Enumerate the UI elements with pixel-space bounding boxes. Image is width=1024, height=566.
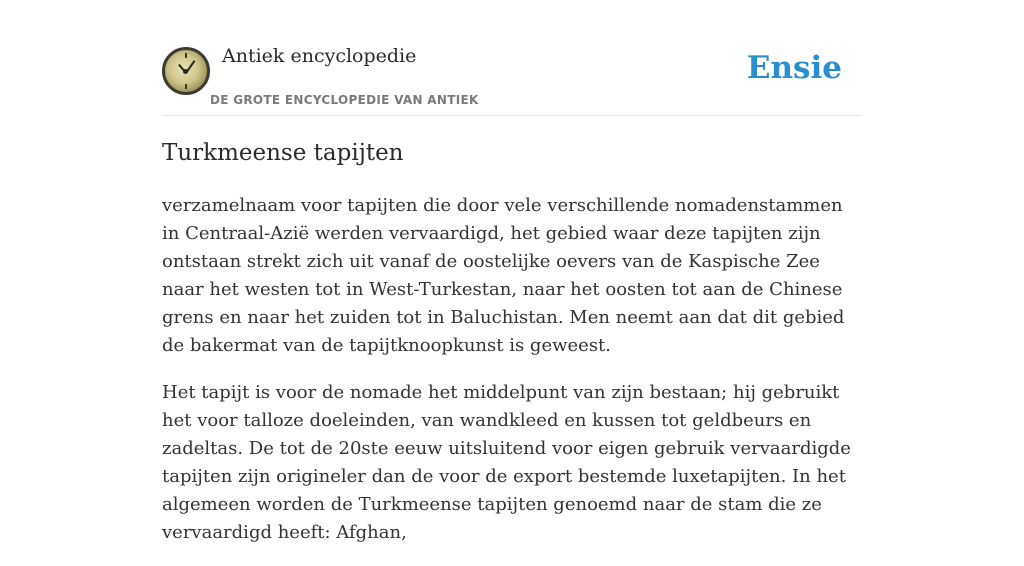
page-title: Turkmeense tapijten <box>162 140 404 166</box>
site-name-link[interactable]: Antiek encyclopedie <box>222 45 417 67</box>
site-header <box>162 0 862 116</box>
article-paragraph: verzamelnaam voor tapijten die door vele verschillende nomadenstammen in Centraal-Azië werden vervaardigd, het gebied waar deze tapijten zijn ontstaan strekt zich uit vanaf de oostelijke oevers van de Kaspische Zee naar het westen tot in West-Turkestan, naar het oosten tot aan de Chinese grens en naar het zuiden tot in Baluchistan. Men neemt aan dat dit gebied de bakermat van de tapijtknoopkunst is geweest. <box>162 195 845 356</box>
article-paragraph: Het tapijt is voor de nomade het middelpunt van zijn bestaan; hij gebruikt het voor talloze doeleinden, van wandkleed en kussen tot geldbeurs en zadeltas. De tot de 20ste eeuw uitsluitend voor eigen gebruik vervaardigde tapijten zijn origineler dan de voor de export bestemde luxetapijten. In het algemeen worden de Turkmeense tapijten genoemd naar de stam die ze vervaardigd heeft: Afghan, <box>162 382 851 543</box>
main-container <box>162 0 862 543</box>
clock-dial-mark <box>185 84 187 89</box>
ensie-brand-link[interactable]: Ensie <box>746 50 842 86</box>
site-tagline: DE GROTE ENCYCLOPEDIE VAN ANTIEK <box>210 93 479 107</box>
clock-dial-mark <box>185 53 187 58</box>
antique-clock-icon[interactable] <box>162 47 210 95</box>
article-body <box>162 192 862 566</box>
clock-center <box>183 69 188 74</box>
